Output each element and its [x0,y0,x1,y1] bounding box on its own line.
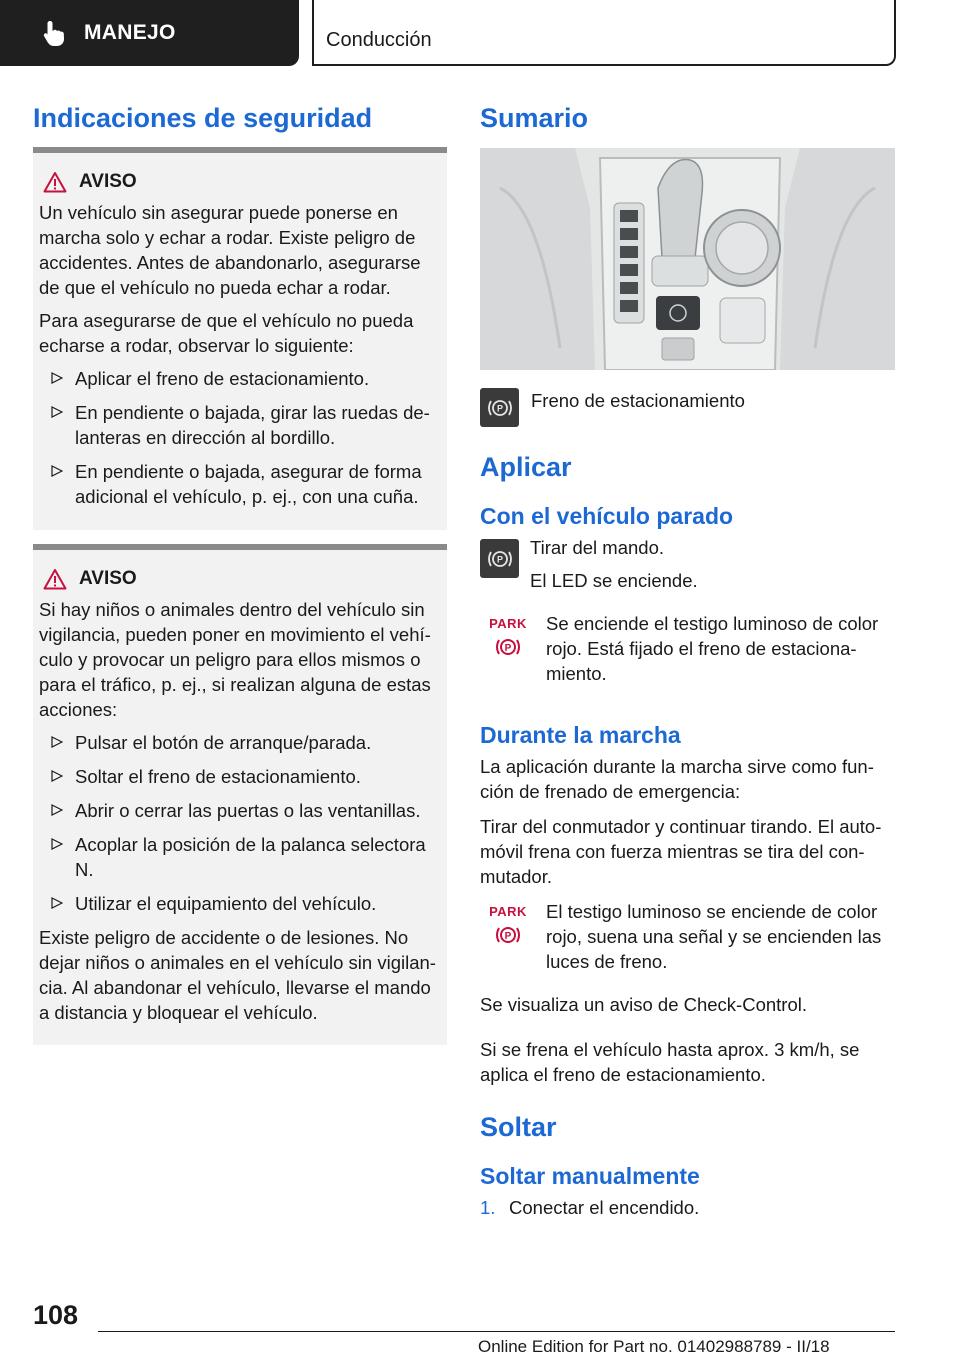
paragraph: La aplicación durante la marcha sirve como función de frenado de emergencia: [480,756,874,802]
warning-text: Existe peligro de accidente o de lesiones. No dejar niños o animales en el vehículo sin vigilancia. Al abandonar el vehículo, llevarse el mando a distancia y bloquear el vehículo. [39,927,436,1023]
list-item-text: En pendiente o bajada, girar las ruedas delanteras en dirección al bordillo. [75,402,430,448]
right-column [480,100,895,1220]
driving-text [480,754,895,889]
chapter-label: Conducción [326,29,432,51]
stationary-title: Con el vehículo parado [480,503,734,529]
list-item [39,459,439,509]
park-indicator-text: El testigo luminoso se enciende de color rojo, suena una señal y se encienden las luces de freno. [546,901,882,972]
page-header [0,0,960,66]
section-tab [0,0,299,66]
list-item [39,730,439,755]
step-text: Conectar el encendido. [509,1197,700,1218]
bullet-triangle-icon [51,897,63,909]
warning-list [39,730,439,916]
release-step-1 [480,1195,895,1220]
list-item-text: Acoplar la posición de la palanca selectora N. [75,834,426,880]
list-item-text: Aplicar el freno de estacionamiento. [75,368,370,389]
parking-brake-icon [480,388,519,427]
photo-caption: Freno de estacionamiento [531,390,745,411]
bullet-triangle-icon [51,406,63,418]
warning-text: Un vehículo sin asegurar puede ponerse en marcha solo y echar a rodar. Existe peligro de accidentes. Antes de abandonarlo, asegurarse de que el vehículo no pueda echar a rodar. [39,202,421,298]
apply-title: Aplicar [480,452,572,482]
list-item [39,764,439,789]
console-photo [480,148,895,370]
warning-triangle-icon [43,171,67,193]
edition-note: Online Edition for Part no. 01402988789 - II/18 [478,1337,830,1356]
park-warning-icon [480,899,536,946]
list-item-text: Soltar el freno de estacionamiento. [75,766,361,787]
stationary-step-row [480,535,895,593]
park-indicator-row [480,611,895,696]
parking-brake-icon [480,539,519,578]
svg-text:P: P [496,554,503,564]
chapter-box [312,0,896,66]
warning-list [39,366,439,509]
summary-title: Sumario [480,103,589,133]
park-label: PARK [489,616,527,631]
warning-header [43,169,439,194]
bullet-triangle-icon [51,804,63,816]
park-label: PARK [489,904,527,919]
driving-title: Durante la marcha [480,722,681,748]
list-item [39,891,439,916]
list-item [39,798,439,823]
bullet-triangle-icon [51,770,63,782]
warning-label: AVISO [79,568,137,589]
svg-text:P: P [504,931,512,942]
list-item [39,832,439,882]
step-text: El LED se enciende. [530,570,698,591]
list-item-text: Abrir o cerrar las puertas o las ventanillas. [75,800,421,821]
warning-box-2 [33,544,447,1045]
paragraph: Si se frena el vehículo hasta aprox. 3 km/h, se aplica el freno de estacionamiento. [480,1039,860,1085]
step-text: Tirar del mando. [530,537,665,558]
park-indicator-text: Se enciende el testigo luminoso de color rojo. Está fijado el freno de estacionamiento. [546,613,879,684]
page-number: 108 [33,1300,79,1330]
bullet-triangle-icon [51,736,63,748]
warning-label: AVISO [79,171,137,192]
list-item-text: En pendiente o bajada, asegurar de forma adicional el vehículo, p. ej., con una cuña. [75,461,422,507]
paragraph: Se visualiza un aviso de Check-Control. [480,994,807,1015]
bullet-triangle-icon [51,465,63,477]
warning-triangle-icon [43,568,67,590]
list-item [39,400,439,450]
driving-text-2 [480,992,895,1087]
bullet-triangle-icon [51,372,63,384]
svg-text:P: P [504,643,512,654]
release-title: Soltar [480,1112,557,1142]
bullet-triangle-icon [51,838,63,850]
park-indicator-row [480,899,895,984]
list-item-text: Pulsar el botón de arranque/parada. [75,732,372,753]
step-number: 1. [480,1197,496,1218]
section-label: MANEJO [84,21,176,44]
list-item [39,366,439,391]
warning-text: Para asegurarse de que el vehículo no pueda echarse a rodar, observar lo siguiente: [39,310,414,356]
list-item-text: Utilizar el equipamiento del vehículo. [75,893,377,914]
warning-text: Si hay niños o animales dentro del vehículo sin vigilancia, pueden poner en movimiento el vehículo y provocar un peligro para ellos mismos o para el tráfico, p. ej., si realizan alguna de estas acciones: [39,599,431,720]
parking-brake-caption-row [480,388,895,427]
left-column [33,100,447,1045]
warning-header [43,566,439,591]
footer-divider [98,1331,895,1332]
svg-text:P: P [496,403,503,413]
safety-title: Indicaciones de seguridad [33,103,373,133]
hand-pointer-icon [40,18,70,48]
park-warning-icon [480,611,536,658]
paragraph: Tirar del conmutador y continuar tirando. El automóvil frena con fuerza mientras se tira del conmutador. [480,816,882,887]
warning-box-1 [33,147,447,530]
manual-release-title: Soltar manualmente [480,1163,700,1189]
